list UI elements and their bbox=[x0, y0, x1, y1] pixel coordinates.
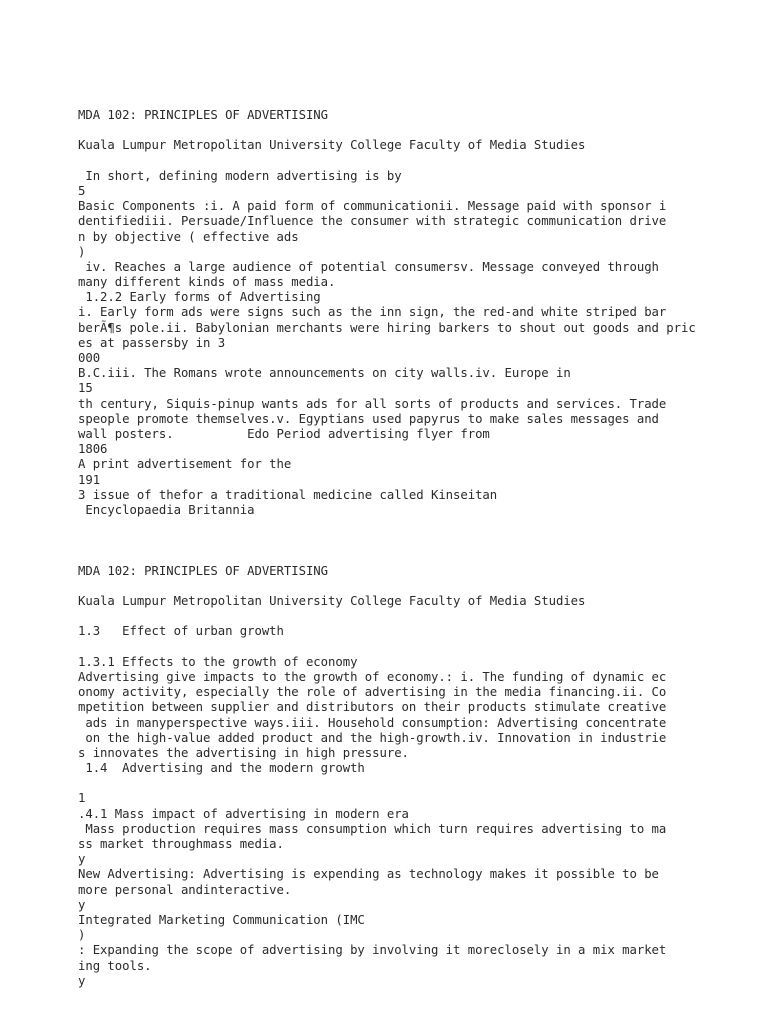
text-line: onomy activity, especially the role of advertising in the media financing.ii. Co bbox=[78, 685, 667, 700]
course-title: MDA 102: PRINCIPLES OF ADVERTISING bbox=[78, 563, 329, 578]
text-line: iv. Reaches a large audience of potential consumersv. Message conveyed through bbox=[78, 259, 659, 274]
text-line: 3 issue of thefor a traditional medicine called Kinseitan bbox=[78, 487, 498, 502]
text-line: mpetition between supplier and distributors on their products stimulate creative bbox=[78, 700, 667, 715]
section-2-body-continued bbox=[78, 791, 748, 988]
text-line: ) bbox=[78, 928, 86, 943]
text-line: 000 bbox=[78, 351, 101, 365]
text-line: 1.2.2 Early forms of Advertising bbox=[78, 290, 321, 305]
text-line: .4.1 Mass impact of advertising in modern era bbox=[78, 806, 409, 821]
text-line: ss market throughmass media. bbox=[78, 837, 284, 852]
spacer bbox=[78, 123, 748, 138]
institution-line: Kuala Lumpur Metropolitan University College Faculty of Media Studies bbox=[78, 594, 586, 609]
spacer bbox=[78, 518, 748, 564]
section-heading: 1.3 Effect of urban growth bbox=[78, 624, 284, 639]
spacer bbox=[78, 154, 748, 169]
text-line: 1.4 Advertising and the modern growth bbox=[78, 761, 365, 776]
text-line: y bbox=[78, 973, 86, 988]
text-line: Advertising give impacts to the growth of economy.: i. The funding of dynamic ec bbox=[78, 669, 667, 684]
text-line: ) bbox=[78, 244, 86, 259]
spacer bbox=[78, 609, 748, 624]
text-line: 1 bbox=[78, 791, 86, 806]
text-line: s innovates the advertising in high pressure. bbox=[78, 745, 409, 760]
text-line: Basic Components :i. A paid form of communicationii. Message paid with sponsor i bbox=[78, 199, 667, 214]
text-line: y bbox=[78, 852, 86, 867]
text-line: dentifiediii. Persuade/Influence the consumer with strategic communication drive bbox=[78, 214, 667, 229]
text-line: n by objective ( effective ads bbox=[78, 229, 299, 244]
course-title: MDA 102: PRINCIPLES OF ADVERTISING bbox=[78, 108, 329, 122]
text-line: ads in manyperspective ways.iii. Household consumption: Advertising concentrate bbox=[78, 715, 667, 730]
text-line: es at passersby in 3 bbox=[78, 335, 226, 350]
text-line: 1806 bbox=[78, 442, 108, 457]
text-line: i. Early form ads were signs such as the inn sign, the red-and white striped bar bbox=[78, 305, 667, 320]
text-line: 1.3.1 Effects to the growth of economy bbox=[78, 654, 358, 669]
text-line: wall posters. Edo Period advertising flyer from bbox=[78, 426, 490, 441]
text-line: 5 bbox=[78, 183, 86, 198]
text-line: on the high-value added product and the high-growth.iv. Innovation in industrie bbox=[78, 730, 667, 745]
section-2-body bbox=[78, 655, 748, 777]
text-line: 15 bbox=[78, 381, 93, 396]
text-line: Integrated Marketing Communication (IMC bbox=[78, 912, 365, 927]
spacer bbox=[78, 640, 748, 655]
text-line: speople promote themselves.v. Egyptians used papyrus to make sales messages and bbox=[78, 411, 659, 426]
text-line: th century, Siquis-pinup wants ads for all sorts of products and services. Trade bbox=[78, 396, 667, 411]
spacer bbox=[78, 579, 748, 594]
text-line: Encyclopaedia Britannia bbox=[78, 502, 255, 517]
document-page bbox=[78, 108, 748, 989]
text-line: In short, defining modern advertising is by bbox=[78, 168, 402, 183]
text-line: 191 bbox=[78, 472, 101, 487]
text-line: many different kinds of mass media. bbox=[78, 275, 336, 290]
text-line: ing tools. bbox=[78, 958, 152, 973]
institution-line: Kuala Lumpur Metropolitan University College Faculty of Media Studies bbox=[78, 138, 586, 153]
text-line: berÃ¶s pole.ii. Babylonian merchants were hiring barkers to shout out goods and pric bbox=[78, 320, 696, 335]
text-line: more personal andinteractive. bbox=[78, 882, 292, 897]
text-line: : Expanding the scope of advertising by involving it moreclosely in a mix market bbox=[78, 943, 667, 958]
section-1-body bbox=[78, 169, 748, 518]
text-line: B.C.iii. The Romans wrote announcements on city walls.iv. Europe in bbox=[78, 366, 571, 381]
text-line: Mass production requires mass consumption which turn requires advertising to ma bbox=[78, 821, 667, 836]
text-line: y bbox=[78, 897, 86, 912]
text-line: A print advertisement for the bbox=[78, 457, 292, 472]
spacer bbox=[78, 776, 748, 791]
text-line: New Advertising: Advertising is expending as technology makes it possible to be bbox=[78, 867, 659, 882]
